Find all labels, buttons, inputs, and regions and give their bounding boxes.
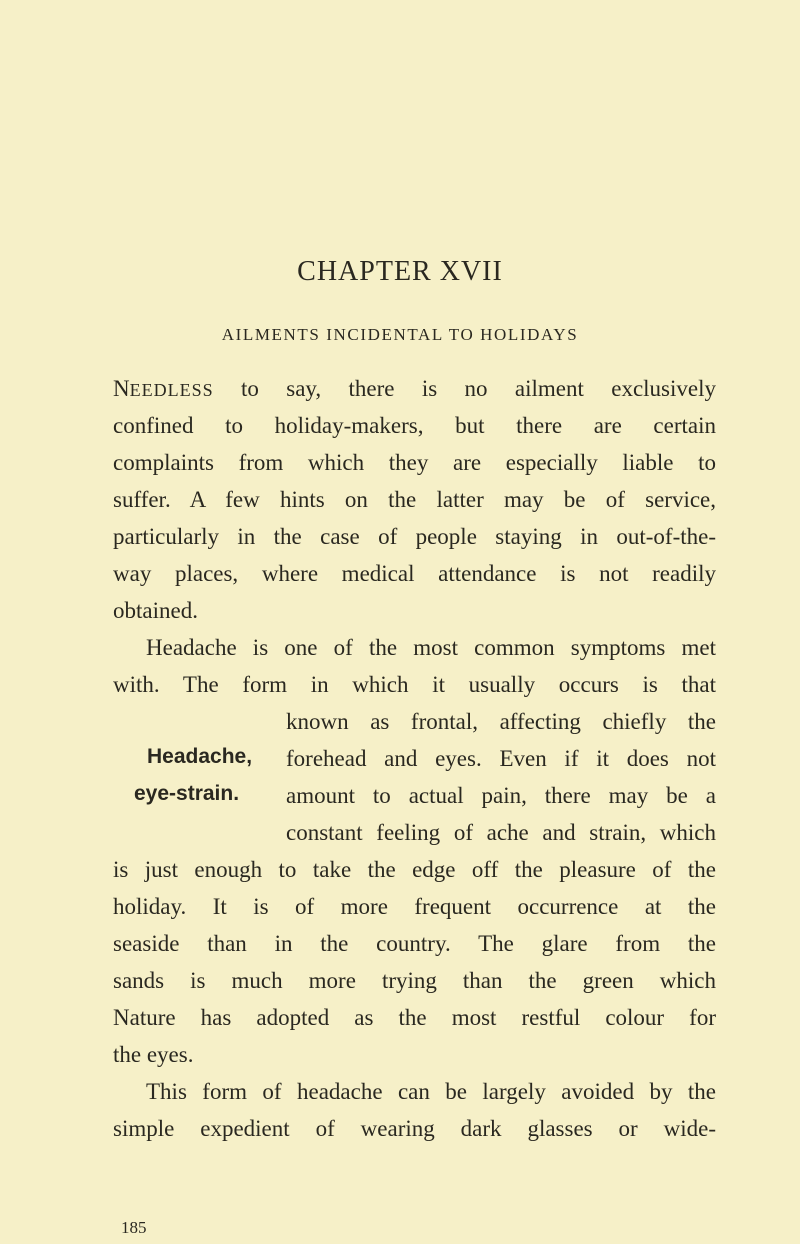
text-line: suffer. A few hints on the latter may be of service, [113, 487, 716, 512]
text-line: obtained. [113, 598, 198, 623]
text-line: Headache is one of the most common symptoms met [146, 635, 716, 660]
chapter-heading: CHAPTER XVII [297, 256, 503, 287]
text-line: complaints from which they are especially liable to [113, 450, 716, 475]
text-line: This form of headache can be largely avoided by the [146, 1079, 716, 1104]
drop-word-initial: N [113, 376, 130, 401]
text-line: is just enough to take the edge off the pleasure of the [113, 857, 716, 882]
text-line: confined to holiday-makers, but there are certain [113, 413, 716, 438]
text-line: simple expedient of wearing dark glasses or wide- [113, 1116, 716, 1141]
text-line: particularly in the case of people staying in out-of-the- [113, 524, 716, 549]
text-line: way places, where medical attendance is not readily [113, 561, 716, 586]
text-line: holiday. It is of more frequent occurrence at the [113, 894, 716, 919]
text-line: seaside than in the country. The glare from the [113, 931, 716, 956]
text-line: the eyes. [113, 1042, 194, 1067]
text-line: with. The form in which it usually occurs is that [113, 672, 716, 697]
side-note-eye-strain: eye-strain. [134, 782, 240, 805]
drop-word-rest: EEDLESS [129, 380, 214, 400]
text-line: known as frontal, affecting chiefly the [286, 709, 716, 734]
text-line: forehead and eyes. Even if it does not [286, 746, 716, 771]
side-note-headache: Headache, [147, 745, 253, 768]
text-line: amount to actual pain, there may be a [286, 783, 716, 808]
text-line: sands is much more trying than the green which [113, 968, 716, 993]
chapter-subtitle: AILMENTS INCIDENTAL TO HOLIDAYS [221, 325, 579, 344]
text-line: Nature has adopted as the most restful colour for [113, 1005, 716, 1030]
text-line: NEEDLESS to say, there is no ailment exclusively [113, 376, 716, 401]
page-number: 185 [121, 1218, 147, 1237]
text-line: constant feeling of ache and strain, which [286, 820, 716, 845]
